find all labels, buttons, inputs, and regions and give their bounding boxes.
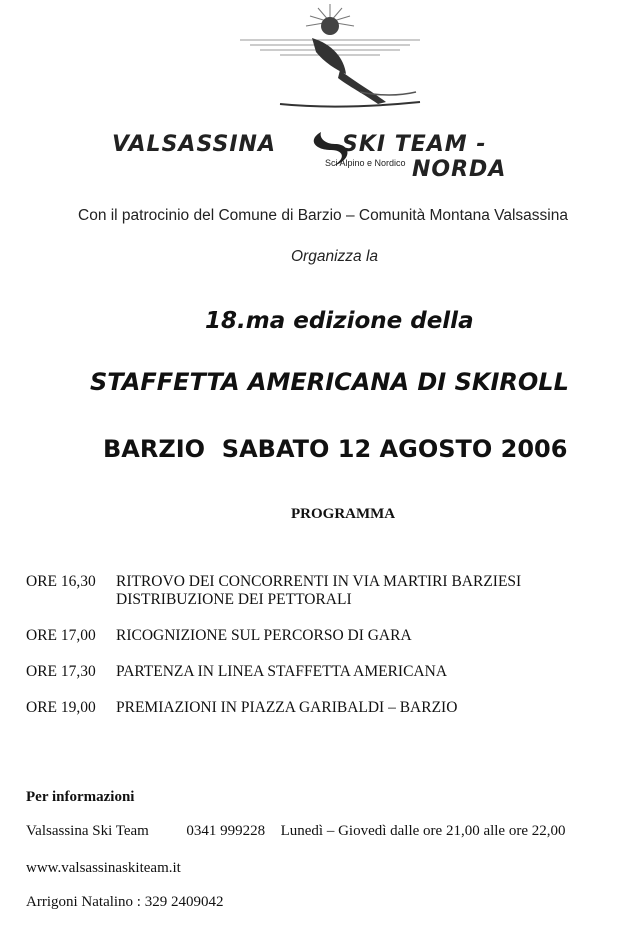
programma-heading: PROGRAMMA [291,506,396,522]
logo-name-mid: SKI TEAM [342,132,468,157]
program-time: ORE 16,30 [26,573,96,590]
program-time: ORE 17,30 [26,663,96,680]
organizza-text: Organizza la [291,248,379,265]
info-heading: Per informazioni [26,789,135,805]
program-desc: RICOGNIZIONE SUL PERCORSO DI GARA [116,627,412,644]
program-time: ORE 17,00 [26,627,96,644]
event-date-location: BARZIO SABATO 12 AGOSTO 2006 [103,435,568,463]
info-team: Valsassina Ski Team [26,823,149,839]
skier-logo-icon [220,0,440,120]
logo-subtitle: Sci Alpino e Nordico [325,158,406,168]
logo-name-left: VALSASSINA [112,132,276,157]
edition-heading: 18.ma edizione della [205,308,474,334]
event-title: STAFFETTA AMERICANA DI SKIROLL [90,368,569,396]
info-contact: Arrigoni Natalino : 329 2409042 [26,894,224,910]
program-desc-line2: DISTRIBUZIONE DEI PETTORALI [116,591,352,608]
patronage-text: Con il patrocinio del Comune di Barzio – Comunità Montana Valsassina [78,207,568,224]
program-time: ORE 19,00 [26,699,96,716]
info-website[interactable]: www.valsassinaskiteam.it [26,860,181,876]
program-desc: RITROVO DEI CONCORRENTI IN VIA MARTIRI BARZIESI [116,573,522,590]
info-team-line [26,823,566,840]
logo-name-right-text: - NORDA [412,132,507,182]
info-phone: 0341 999228 [186,823,266,839]
program-desc: PREMIAZIONI IN PIAZZA GARIBALDI – BARZIO [116,699,458,716]
program-desc: PARTENZA IN LINEA STAFFETTA AMERICANA [116,663,448,680]
info-hours: Lunedì – Giovedì dalle ore 21,00 alle ore 22,00 [280,823,566,839]
